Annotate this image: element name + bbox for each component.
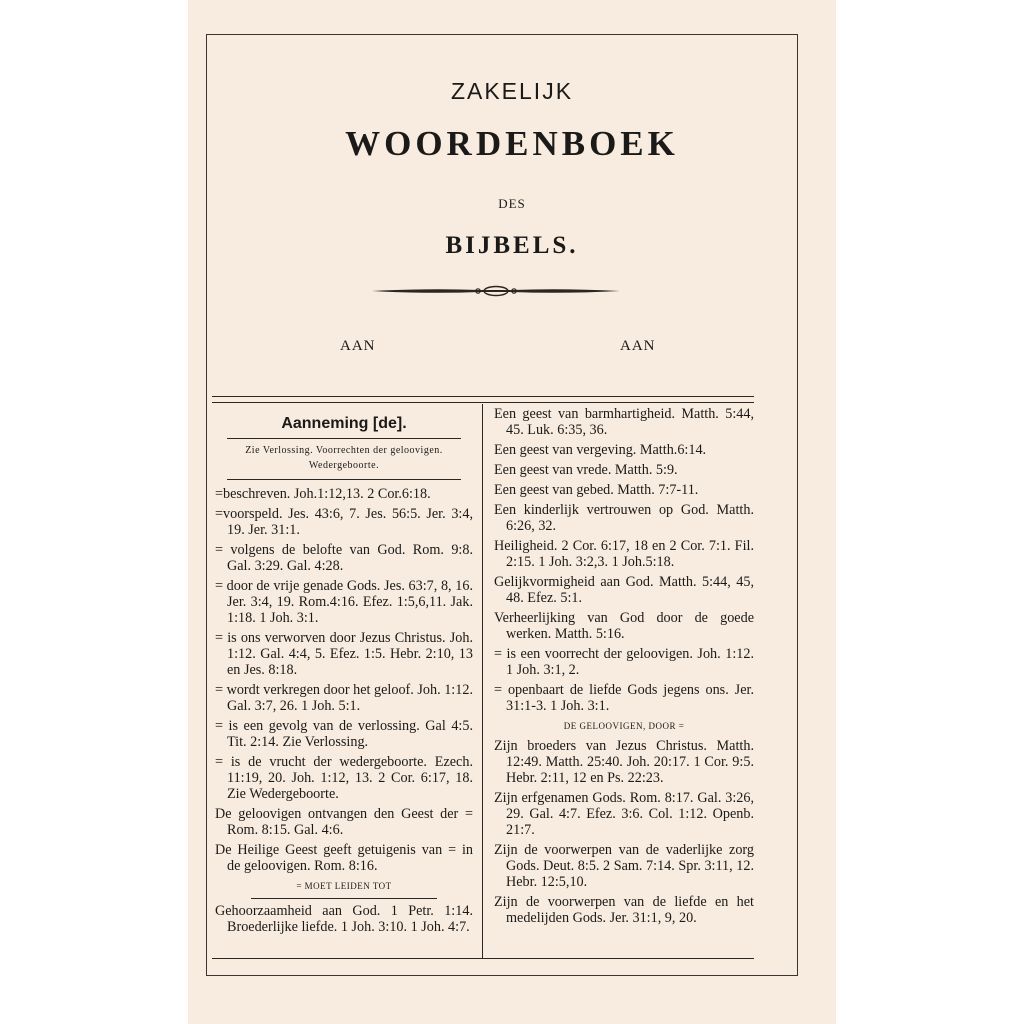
- list-item: Zijn erfgenamen Gods. Rom. 8:17. Gal. 3:26, 29. Gal. 4:7. Efez. 3:6. Col. 1:12. Openb. 21:7.: [494, 790, 754, 838]
- list-item: = openbaart de liefde Gods jegens ons. Jer. 31:1-3. 1 Joh. 3:1.: [494, 682, 754, 714]
- header-rule-1: [212, 396, 754, 397]
- list-item: De geloovigen ontvangen den Geest der = Rom. 8:15. Gal. 4:6.: [215, 806, 473, 838]
- subheading-rule: [251, 898, 437, 899]
- list-item: Heiligheid. 2 Cor. 6:17, 18 en 2 Cor. 7:1. Fil. 2:15. 1 Joh. 3:2,3. 1 Joh.5:18.: [494, 538, 754, 570]
- bottom-rule: [212, 958, 754, 959]
- entry-heading: Aanneming [de].: [281, 415, 407, 432]
- list-item: Een geest van vrede. Matth. 5:9.: [494, 462, 678, 478]
- list-item: De Heilige Geest geeft getuigenis van = in de geloovigen. Rom. 8:16.: [215, 842, 473, 874]
- list-item: = door de vrije genade Gods. Jes. 63:7, 8, 16. Jer. 3:4, 19. Rom.4:16. Efez. 1:5,6,11. Jak. 1:18. 1 Joh. 3:1.: [215, 578, 473, 626]
- list-item: =voorspeld. Jes. 43:6, 7. Jes. 56:5. Jer. 3:4, 19. Jer. 31:1.: [215, 506, 473, 538]
- header-rule-2: [212, 402, 754, 403]
- title-line-3: DES: [498, 196, 526, 211]
- list-item: = is ons verworven door Jezus Christus. Joh. 1:12. Gal. 4:4, 5. Efez. 1:5. Hebr. 2:10, 13 en Jes. 8:18.: [215, 630, 473, 678]
- list-item: Gehoorzaamheid aan God. 1 Petr. 1:14. Broederlijke liefde. 1 Joh. 3:10. 1 Joh. 4:7.: [215, 903, 473, 935]
- list-item: Zijn de voorwerpen van de liefde en het medelijden Gods. Jer. 31:1, 9, 20.: [494, 894, 754, 926]
- list-item: =beschreven. Joh.1:12,13. 2 Cor.6:18.: [215, 486, 431, 502]
- book-page: [188, 0, 836, 1024]
- list-item: = volgens de belofte van God. Rom. 9:8. Gal. 3:29. Gal. 4:28.: [215, 542, 473, 574]
- list-item: Verheerlijking van God door de goede werken. Matth. 5:16.: [494, 610, 754, 642]
- subheading: = MOET LEIDEN TOT: [296, 881, 392, 891]
- list-item: = is een voorrecht der geloovigen. Joh. 1:12. 1 Joh. 3:1, 2.: [494, 646, 754, 678]
- list-item: = is de vrucht der wedergeboorte. Ezech. 11:19, 20. Joh. 1:12, 13. 2 Cor. 6:17, 18. Zie Wedergeboorte.: [215, 754, 473, 802]
- title-line-4: BIJBELS.: [445, 232, 579, 259]
- right-column: [494, 406, 754, 930]
- title-line-1: ZAKELIJK: [450, 78, 574, 104]
- list-item: = is een gevolg van de verlossing. Gal 4:5. Tit. 2:14. Zie Verlossing.: [215, 718, 473, 750]
- list-item: Zijn de voorwerpen van de vaderlijke zorg Gods. Deut. 8:5. 2 Sam. 7:14. Spr. 3:11, 12. Hebr. 12:5,10.: [494, 842, 754, 890]
- list-item: Zijn broeders van Jezus Christus. Matth. 12:49. Matth. 25:40. Joh. 20:17. 1 Cor. 9:5. Hebr. 2:11, 12 en Ps. 22:23.: [494, 738, 754, 786]
- left-column: [215, 412, 473, 939]
- subheading: DE GELOOVIGEN, DOOR =: [563, 721, 685, 731]
- see-also-note: Zie Verlossing. Voorrechten der geloovigen. Wedergeboorte.: [227, 438, 461, 480]
- list-item: = wordt verkregen door het geloof. Joh. 1:12. Gal. 3:7, 26. 1 Joh. 5:1.: [215, 682, 473, 714]
- list-item: Gelijkvormigheid aan God. Matth. 5:44, 45, 48. Efez. 5:1.: [494, 574, 754, 606]
- title-main: WOORDENBOEK: [345, 124, 679, 163]
- list-item: Een geest van barmhartigheid. Matth. 5:44, 45. Luk. 6:35, 36.: [494, 406, 754, 438]
- ornament-rule: [370, 284, 622, 298]
- column-divider: [482, 404, 483, 958]
- running-head-right: AAN: [620, 338, 656, 354]
- list-item: Een kinderlijk vertrouwen op God. Matth. 6:26, 32.: [494, 502, 754, 534]
- list-item: Een geest van gebed. Matth. 7:7-11.: [494, 482, 699, 498]
- running-head-left: AAN: [340, 338, 376, 354]
- list-item: Een geest van vergeving. Matth.6:14.: [494, 442, 707, 458]
